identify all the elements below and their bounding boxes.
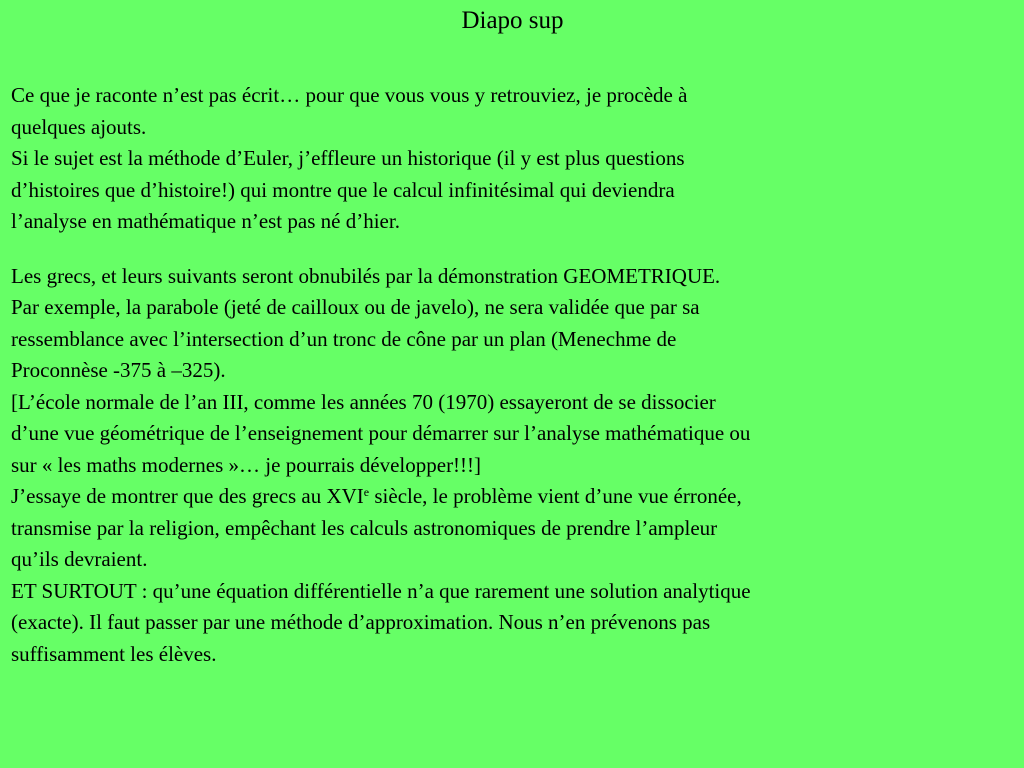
century-line-start: J’essaye de montrer que des grecs au XVI bbox=[11, 484, 364, 508]
text-line: d’histoires que d’histoire!) qui montre que le calcul infinitésimal qui deviendra bbox=[11, 177, 675, 202]
text-line: sur « les maths modernes »… je pourrais développer!!!] bbox=[11, 452, 482, 477]
text-line: qu’ils devraient. bbox=[11, 547, 148, 571]
century-superscript: e bbox=[363, 485, 370, 499]
text-line: [L’école normale de l’an III, comme les années 70 (1970) essayeront de se dissocier bbox=[11, 389, 716, 414]
century-line-end: siècle, le problème vient d’une vue érronée, bbox=[369, 484, 742, 508]
text-line: quelques ajouts. bbox=[11, 114, 147, 139]
text-line: (exacte). Il faut passer par une méthode d’approximation. Nous n’en prévenons pas bbox=[11, 610, 711, 634]
text-line: ET SURTOUT : qu’une équation différentielle n’a que rarement une solution analytique bbox=[11, 578, 751, 603]
text-line: suffisamment les élèves. bbox=[11, 641, 217, 666]
text-line: Par exemple, la parabole (jeté de cailloux ou de javelo), ne sera validée que par sa bbox=[11, 295, 700, 319]
text-line: Les grecs, et leurs suivants seront obnubilés par la démonstration GEOMETRIQUE. bbox=[11, 263, 721, 288]
body-paragraph bbox=[11, 261, 1014, 671]
text-line: d’une vue géométrique de l’enseignement pour démarrer sur l’analyse mathématique ou bbox=[11, 421, 751, 445]
text-line: Si le sujet est la méthode d’Euler, j’effleure un historique (il y est plus questions bbox=[11, 146, 685, 170]
century-line bbox=[11, 481, 1014, 513]
slide-title: Diapo sup bbox=[461, 7, 564, 34]
text-line: Proconnèse -375 à –325). bbox=[11, 358, 226, 382]
text-line: Ce que je raconte n’est pas écrit… pour que vous vous y retrouviez, je procède à bbox=[11, 83, 688, 107]
text-line: ressemblance avec l’intersection d’un tronc de cône par un plan (Menechme de bbox=[11, 326, 677, 351]
text-line: l’analyse en mathématique n’est pas né d’hier. bbox=[11, 209, 400, 233]
text-line: transmise par la religion, empêchant les calculs astronomiques de prendre l’ampleur bbox=[11, 515, 718, 540]
intro-paragraph bbox=[11, 80, 1014, 238]
